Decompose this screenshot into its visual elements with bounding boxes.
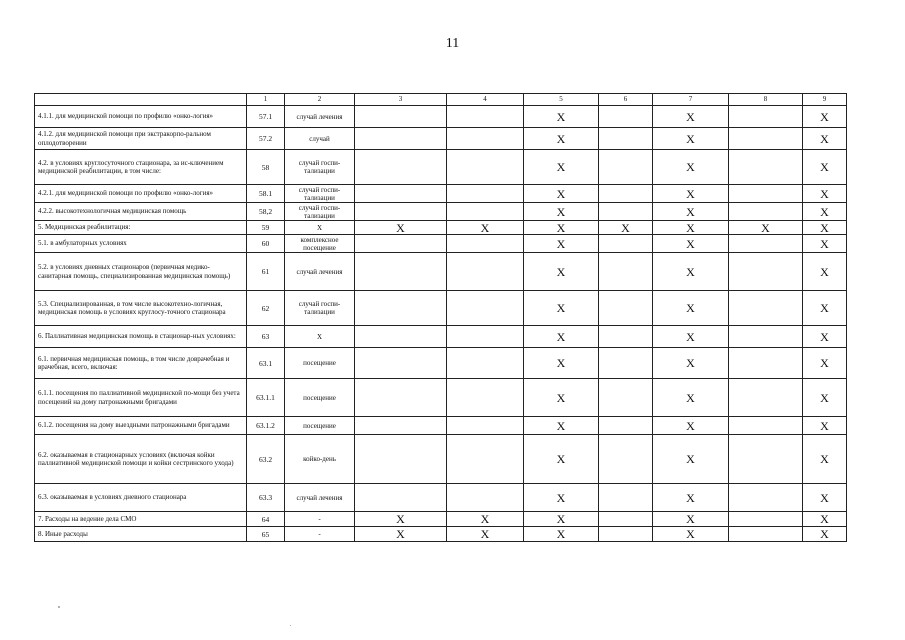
- cell-col4: [447, 253, 524, 291]
- cell-col6: [599, 484, 653, 512]
- cell-col8: [729, 527, 803, 542]
- cell-col9: X: [803, 106, 847, 128]
- cell-col8: [729, 435, 803, 484]
- cell-col6: [599, 512, 653, 527]
- cell-col4: X: [447, 527, 524, 542]
- cell-col6: [599, 417, 653, 435]
- table-row: [35, 484, 847, 512]
- cell-col9: X: [803, 128, 847, 150]
- row-name: 5.1. в амбулаторных условиях: [35, 235, 247, 253]
- expenses-table: [34, 93, 847, 542]
- cell-col7: X: [653, 221, 729, 235]
- table-row: [35, 235, 847, 253]
- cell-col4: [447, 484, 524, 512]
- row-name: 8. Иные расходы: [35, 527, 247, 542]
- cell-col7: X: [653, 512, 729, 527]
- table-row: [35, 106, 847, 128]
- cell-col4: X: [447, 221, 524, 235]
- row-unit: посещение: [285, 379, 355, 417]
- cell-col4: [447, 348, 524, 379]
- header-cell: 6: [599, 94, 653, 106]
- row-name: 6.3. оказываемая в условиях дневного стационара: [35, 484, 247, 512]
- cell-col4: [447, 379, 524, 417]
- header-cell: 1: [247, 94, 285, 106]
- cell-col7: X: [653, 150, 729, 185]
- cell-col9: X: [803, 253, 847, 291]
- cell-col6: [599, 203, 653, 221]
- cell-col3: [355, 417, 447, 435]
- row-code: 58.1: [247, 185, 285, 203]
- table-row: [35, 291, 847, 326]
- row-unit: комплексное посещение: [285, 235, 355, 253]
- header-cell: 5: [524, 94, 599, 106]
- row-name: 5.2. в условиях дневных стационаров (первичная медико-санитарная помощь, специализированная медицинская помощь): [35, 253, 247, 291]
- row-name: 4.1.1. для медицинской помощи по профилю «онко-логия»: [35, 106, 247, 128]
- cell-col7: X: [653, 106, 729, 128]
- row-name: 6. Паллиативная медицинская помощь в стационар-ных условиях:: [35, 326, 247, 348]
- cell-col7: X: [653, 185, 729, 203]
- cell-col4: [447, 203, 524, 221]
- cell-col8: X: [729, 221, 803, 235]
- cell-col7: X: [653, 235, 729, 253]
- row-code: 58: [247, 150, 285, 185]
- cell-col8: [729, 379, 803, 417]
- row-code: 64: [247, 512, 285, 527]
- cell-col7: X: [653, 291, 729, 326]
- cell-col9: X: [803, 185, 847, 203]
- cell-col5: X: [524, 106, 599, 128]
- cell-col5: X: [524, 150, 599, 185]
- cell-col5: X: [524, 484, 599, 512]
- cell-col6: [599, 185, 653, 203]
- cell-col3: X: [355, 221, 447, 235]
- row-unit: койко-день: [285, 435, 355, 484]
- row-unit: случай лечения: [285, 253, 355, 291]
- header-cell: 8: [729, 94, 803, 106]
- cell-col7: X: [653, 379, 729, 417]
- cell-col9: X: [803, 203, 847, 221]
- cell-col9: X: [803, 527, 847, 542]
- row-code: 63: [247, 326, 285, 348]
- cell-col4: [447, 150, 524, 185]
- table-row: [35, 326, 847, 348]
- row-name: 5. Медицинская реабилитация:: [35, 221, 247, 235]
- row-code: 63.1.2: [247, 417, 285, 435]
- cell-col8: [729, 326, 803, 348]
- cell-col8: [729, 484, 803, 512]
- table-row: [35, 527, 847, 542]
- cell-col4: [447, 417, 524, 435]
- cell-col9: X: [803, 379, 847, 417]
- cell-col3: X: [355, 527, 447, 542]
- row-code: 65: [247, 527, 285, 542]
- cell-col6: [599, 435, 653, 484]
- cell-col6: [599, 527, 653, 542]
- row-unit: случай госпи-тализации: [285, 185, 355, 203]
- cell-col4: [447, 235, 524, 253]
- row-code: 58,2: [247, 203, 285, 221]
- header-row: [35, 94, 847, 106]
- cell-col4: [447, 291, 524, 326]
- row-code: 63.1: [247, 348, 285, 379]
- cell-col8: [729, 348, 803, 379]
- row-code: 63.1.1: [247, 379, 285, 417]
- row-name: 5.3. Специализированная, в том числе высокотехно-логичная, медицинская помощь в условиях круглосу-точного стационара: [35, 291, 247, 326]
- cell-col6: [599, 253, 653, 291]
- scan-speck: [58, 606, 60, 608]
- cell-col7: X: [653, 128, 729, 150]
- cell-col7: X: [653, 348, 729, 379]
- table-row: [35, 348, 847, 379]
- cell-col3: [355, 106, 447, 128]
- cell-col4: [447, 185, 524, 203]
- row-unit: случай лечения: [285, 106, 355, 128]
- cell-col5: X: [524, 185, 599, 203]
- row-code: 57.1: [247, 106, 285, 128]
- cell-col5: X: [524, 253, 599, 291]
- cell-col7: X: [653, 203, 729, 221]
- header-cell: 7: [653, 94, 729, 106]
- page-number: 11: [445, 36, 460, 51]
- cell-col3: [355, 185, 447, 203]
- cell-col3: X: [355, 512, 447, 527]
- row-unit: -: [285, 527, 355, 542]
- cell-col3: [355, 326, 447, 348]
- cell-col5: X: [524, 291, 599, 326]
- cell-col9: X: [803, 348, 847, 379]
- table-row: [35, 128, 847, 150]
- row-name: 4.1.2. для медицинской помощи при экстракорпо-ральном оплодотворении: [35, 128, 247, 150]
- cell-col5: X: [524, 221, 599, 235]
- row-unit: случай лечения: [285, 484, 355, 512]
- cell-col4: [447, 435, 524, 484]
- row-name: 6.2. оказываемая в стационарных условиях (включая койки паллиативной медицинской помощи и койки сестринского ухода): [35, 435, 247, 484]
- scan-speck: [290, 625, 291, 626]
- cell-col8: [729, 253, 803, 291]
- cell-col6: [599, 326, 653, 348]
- cell-col6: [599, 106, 653, 128]
- row-code: 61: [247, 253, 285, 291]
- cell-col5: X: [524, 379, 599, 417]
- cell-col8: [729, 203, 803, 221]
- table-row: [35, 435, 847, 484]
- header-cell: 4: [447, 94, 524, 106]
- row-name: 7. Расходы на ведение дела СМО: [35, 512, 247, 527]
- cell-col6: [599, 379, 653, 417]
- cell-col3: [355, 379, 447, 417]
- row-unit: случай госпи-тализации: [285, 150, 355, 185]
- cell-col6: X: [599, 221, 653, 235]
- header-cell-empty: [35, 94, 247, 106]
- table-row: [35, 417, 847, 435]
- row-unit: X: [285, 326, 355, 348]
- cell-col9: X: [803, 291, 847, 326]
- cell-col5: X: [524, 326, 599, 348]
- row-unit: -: [285, 512, 355, 527]
- cell-col9: X: [803, 417, 847, 435]
- cell-col7: X: [653, 326, 729, 348]
- row-name: 6.1. первичная медицинская помощь, в том числе доврачебная и врачебная, всего, включая:: [35, 348, 247, 379]
- row-name: 4.2.1. для медицинской помощи по профилю «онко-логия»: [35, 185, 247, 203]
- cell-col9: X: [803, 512, 847, 527]
- cell-col4: [447, 326, 524, 348]
- row-code: 63.2: [247, 435, 285, 484]
- cell-col3: [355, 203, 447, 221]
- cell-col6: [599, 128, 653, 150]
- cell-col5: X: [524, 128, 599, 150]
- cell-col9: X: [803, 326, 847, 348]
- cell-col7: X: [653, 253, 729, 291]
- cell-col9: X: [803, 150, 847, 185]
- row-code: 62: [247, 291, 285, 326]
- cell-col9: X: [803, 235, 847, 253]
- cell-col8: [729, 235, 803, 253]
- cell-col5: X: [524, 235, 599, 253]
- table-row: [35, 379, 847, 417]
- row-unit: посещение: [285, 417, 355, 435]
- cell-col7: X: [653, 527, 729, 542]
- cell-col4: [447, 106, 524, 128]
- cell-col9: X: [803, 484, 847, 512]
- cell-col5: X: [524, 435, 599, 484]
- row-name: 4.2.2. высокотехнологичная медицинская помощь: [35, 203, 247, 221]
- cell-col3: [355, 253, 447, 291]
- table-row: [35, 203, 847, 221]
- cell-col4: X: [447, 512, 524, 527]
- cell-col9: X: [803, 221, 847, 235]
- row-unit: случай: [285, 128, 355, 150]
- row-code: 60: [247, 235, 285, 253]
- row-name: 4.2. в условиях круглосуточного стационара, за ис-ключением медицинской реабилитации, в том числе:: [35, 150, 247, 185]
- cell-col8: [729, 106, 803, 128]
- cell-col7: X: [653, 484, 729, 512]
- cell-col8: [729, 128, 803, 150]
- header-cell: 2: [285, 94, 355, 106]
- cell-col3: [355, 484, 447, 512]
- row-unit: случай госпи-тализации: [285, 203, 355, 221]
- cell-col6: [599, 235, 653, 253]
- table-row: [35, 221, 847, 235]
- row-name: 6.1.2. посещения на дому выездными патронажными бригадами: [35, 417, 247, 435]
- row-code: 57.2: [247, 128, 285, 150]
- header-cell: 9: [803, 94, 847, 106]
- cell-col3: [355, 128, 447, 150]
- row-unit: посещение: [285, 348, 355, 379]
- cell-col3: [355, 150, 447, 185]
- cell-col7: X: [653, 417, 729, 435]
- cell-col3: [355, 291, 447, 326]
- cell-col8: [729, 185, 803, 203]
- row-name: 6.1.1. посещения по паллиативной медицинской по-мощи без учета посещений на дому патронажными бригадами: [35, 379, 247, 417]
- cell-col6: [599, 291, 653, 326]
- row-code: 59: [247, 221, 285, 235]
- header-cell: 3: [355, 94, 447, 106]
- cell-col3: [355, 435, 447, 484]
- cell-col6: [599, 150, 653, 185]
- row-unit: X: [285, 221, 355, 235]
- cell-col7: X: [653, 435, 729, 484]
- cell-col6: [599, 348, 653, 379]
- cell-col8: [729, 150, 803, 185]
- cell-col8: [729, 512, 803, 527]
- cell-col8: [729, 417, 803, 435]
- row-unit: случай госпи-тализации: [285, 291, 355, 326]
- cell-col9: X: [803, 435, 847, 484]
- row-code: 63.3: [247, 484, 285, 512]
- cell-col5: X: [524, 203, 599, 221]
- cell-col4: [447, 128, 524, 150]
- cell-col3: [355, 235, 447, 253]
- table-row: [35, 185, 847, 203]
- cell-col5: X: [524, 527, 599, 542]
- cell-col8: [729, 291, 803, 326]
- cell-col5: X: [524, 348, 599, 379]
- table-row: [35, 150, 847, 185]
- cell-col5: X: [524, 512, 599, 527]
- cell-col3: [355, 348, 447, 379]
- cell-col5: X: [524, 417, 599, 435]
- table-row: [35, 253, 847, 291]
- table-row: [35, 512, 847, 527]
